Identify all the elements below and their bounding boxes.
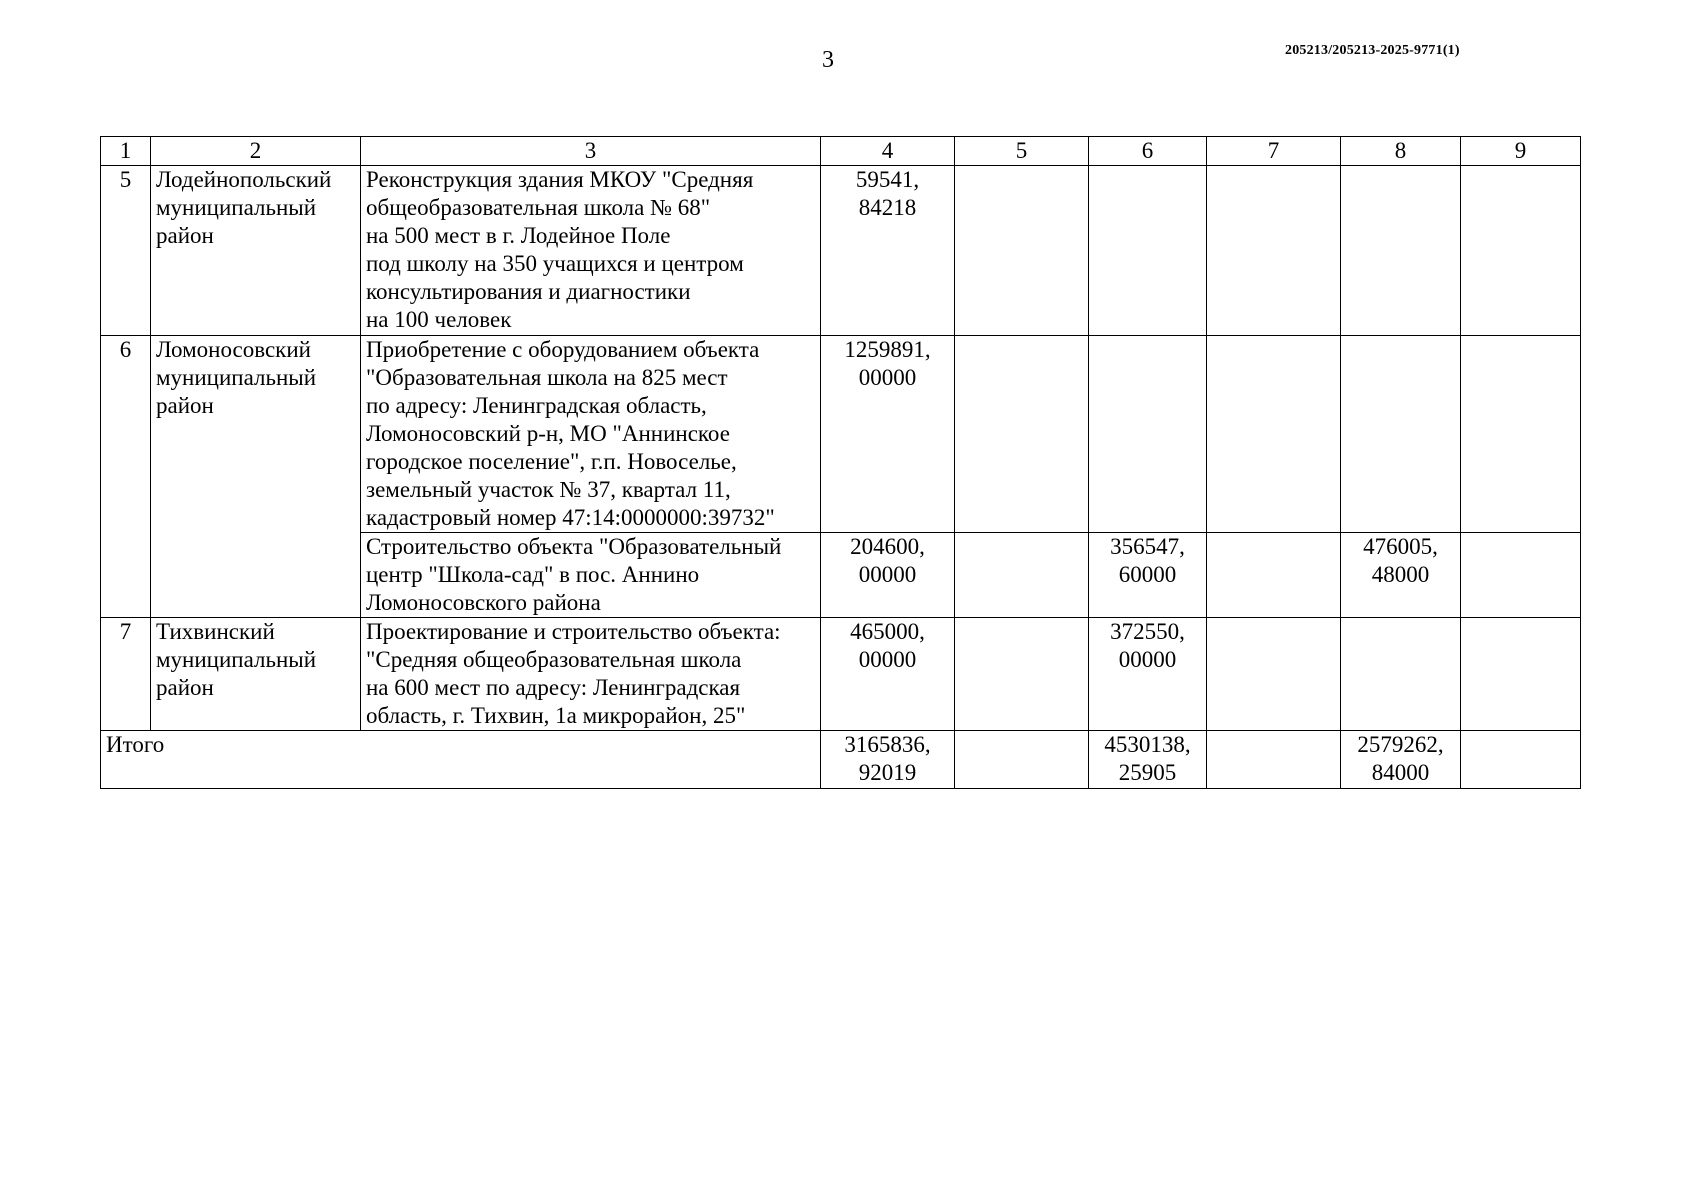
district-line: Тихвинский xyxy=(156,619,275,644)
document-id: 205213/205213-2025-9771(1) xyxy=(1285,43,1460,58)
district-cell xyxy=(151,166,361,336)
district-line: Ломоносовский xyxy=(156,337,311,362)
page-number: 3 xyxy=(822,47,834,73)
amount-part: 1259891, xyxy=(844,337,931,362)
description-line: на 100 человек xyxy=(366,307,512,332)
total-cell-col5 xyxy=(955,731,1089,789)
amount-cell-col4 xyxy=(821,533,955,618)
object-description-cell xyxy=(361,336,821,533)
row-number: 6 xyxy=(101,336,151,618)
description-line: Проектирование и строительство объекта: xyxy=(366,619,781,644)
column-header: 1 xyxy=(101,137,151,166)
amount-part: 84000 xyxy=(1371,760,1430,785)
amount-cell-col5 xyxy=(955,618,1089,731)
row-number: 5 xyxy=(101,166,151,336)
amount-part: 84218 xyxy=(858,195,917,220)
amount-part: 476005, xyxy=(1363,534,1438,559)
total-cell-col9 xyxy=(1461,731,1581,789)
description-line: Строительство объекта "Образовательный xyxy=(366,534,782,559)
description-line: земельный участок № 37, квартал 11, xyxy=(366,477,731,502)
amount-cell-col7 xyxy=(1207,166,1341,336)
description-line: на 500 мест в г. Лодейное Поле xyxy=(366,223,671,248)
district-line: район xyxy=(156,223,214,248)
description-line: консультирования и диагностики xyxy=(366,279,691,304)
total-label: Итого xyxy=(101,731,821,789)
district-line: район xyxy=(156,393,214,418)
column-header: 3 xyxy=(361,137,821,166)
column-header: 5 xyxy=(955,137,1089,166)
column-header: 2 xyxy=(151,137,361,166)
description-line: кадастровый номер 47:14:0000000:39732" xyxy=(366,505,775,530)
district-cell xyxy=(151,618,361,731)
amount-cell-col6 xyxy=(1089,166,1207,336)
description-line: под школу на 350 учащихся и центром xyxy=(366,251,744,276)
amount-part: 00000 xyxy=(858,562,917,587)
amount-part: 465000, xyxy=(850,619,925,644)
description-line: общеобразовательная школа № 68" xyxy=(366,195,711,220)
table-row xyxy=(101,618,1581,731)
amount-part: 60000 xyxy=(1118,562,1177,587)
amount-cell-col8 xyxy=(1341,336,1461,533)
amount-cell-col6 xyxy=(1089,336,1207,533)
header-row xyxy=(101,137,1581,166)
amount-cell-col8 xyxy=(1341,618,1461,731)
amount-cell-col9 xyxy=(1461,336,1581,533)
description-line: Ломоносовский р-н, МО "Аннинское xyxy=(366,421,730,446)
amount-cell-col4 xyxy=(821,336,955,533)
district-line: муниципальный xyxy=(156,647,317,672)
amount-part: 4530138, xyxy=(1104,732,1191,757)
district-line: муниципальный xyxy=(156,365,317,390)
description-line: Ломоносовского района xyxy=(366,590,601,615)
column-header: 7 xyxy=(1207,137,1341,166)
table-row xyxy=(101,336,1581,533)
amount-cell-col5 xyxy=(955,166,1089,336)
district-line: район xyxy=(156,675,214,700)
amount-part: 25905 xyxy=(1118,760,1177,785)
description-line: Реконструкция здания МКОУ "Средняя xyxy=(366,167,754,192)
amount-part: 00000 xyxy=(858,647,917,672)
row-number: 7 xyxy=(101,618,151,731)
total-cell-col8 xyxy=(1341,731,1461,789)
amount-cell-col6 xyxy=(1089,618,1207,731)
amount-part: 48000 xyxy=(1371,562,1430,587)
amount-cell-col6 xyxy=(1089,533,1207,618)
amount-part: 204600, xyxy=(850,534,925,559)
column-header: 8 xyxy=(1341,137,1461,166)
district-cell xyxy=(151,336,361,618)
description-line: на 600 мест по адресу: Ленинградская xyxy=(366,675,741,700)
total-row xyxy=(101,731,1581,789)
description-line: область, г. Тихвин, 1а микрорайон, 25" xyxy=(366,703,746,728)
object-description-cell xyxy=(361,533,821,618)
amount-cell-col7 xyxy=(1207,533,1341,618)
amount-part: 59541, xyxy=(855,167,920,192)
amount-part: 372550, xyxy=(1110,619,1185,644)
column-header: 4 xyxy=(821,137,955,166)
district-line: Лодейнопольский xyxy=(156,167,332,192)
amount-cell-col4 xyxy=(821,166,955,336)
amount-cell-col5 xyxy=(955,533,1089,618)
total-cell-col6 xyxy=(1089,731,1207,789)
description-line: по адресу: Ленинградская область, xyxy=(366,393,707,418)
description-line: "Средняя общеобразовательная школа xyxy=(366,647,742,672)
column-header: 6 xyxy=(1089,137,1207,166)
amount-cell-col4 xyxy=(821,618,955,731)
column-header: 9 xyxy=(1461,137,1581,166)
amount-cell-col7 xyxy=(1207,336,1341,533)
total-cell-col7 xyxy=(1207,731,1341,789)
description-line: Приобретение с оборудованием объекта xyxy=(366,337,760,362)
amount-part: 92019 xyxy=(858,760,917,785)
amount-cell-col5 xyxy=(955,336,1089,533)
amount-cell-col7 xyxy=(1207,618,1341,731)
amount-cell-col9 xyxy=(1461,533,1581,618)
amount-part: 356547, xyxy=(1110,534,1185,559)
amount-cell-col8 xyxy=(1341,533,1461,618)
amount-part: 00000 xyxy=(1118,647,1177,672)
amount-part: 00000 xyxy=(858,365,917,390)
object-description-cell xyxy=(361,166,821,336)
description-line: "Образовательная школа на 825 мест xyxy=(366,365,728,390)
description-line: городское поселение", г.п. Новоселье, xyxy=(366,449,737,474)
total-cell-col4 xyxy=(821,731,955,789)
amount-cell-col9 xyxy=(1461,166,1581,336)
district-line: муниципальный xyxy=(156,195,317,220)
amount-cell-col8 xyxy=(1341,166,1461,336)
funding-table xyxy=(100,136,1581,789)
description-line: центр "Школа-сад" в пос. Аннино xyxy=(366,562,700,587)
amount-part: 3165836, xyxy=(844,732,931,757)
amount-cell-col9 xyxy=(1461,618,1581,731)
amount-part: 2579262, xyxy=(1357,732,1444,757)
table-row xyxy=(101,166,1581,336)
object-description-cell xyxy=(361,618,821,731)
